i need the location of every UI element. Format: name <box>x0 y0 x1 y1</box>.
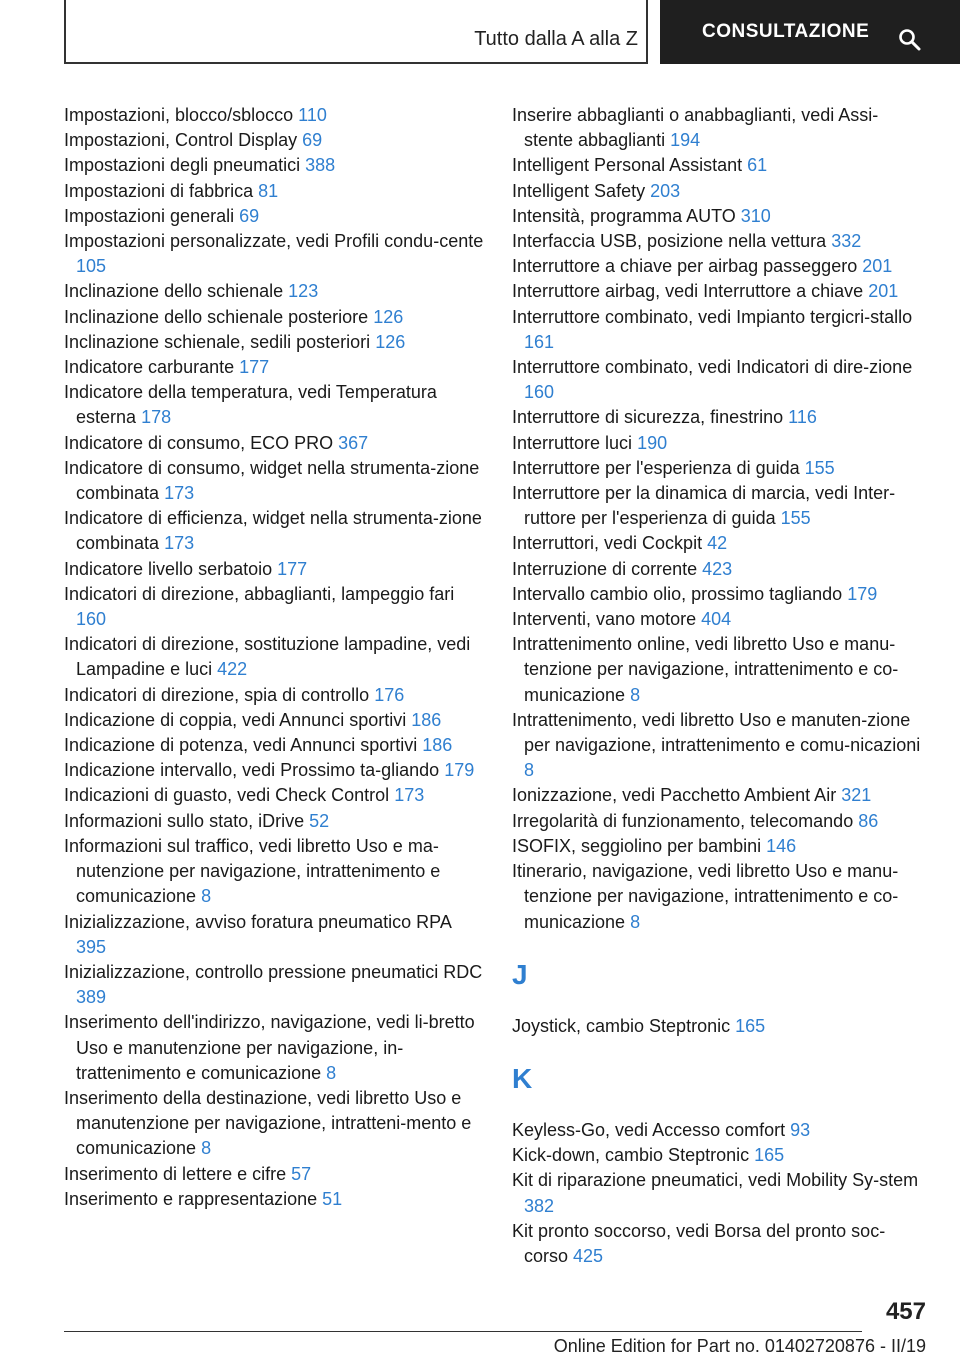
entry-text: Impostazioni, Control Display <box>64 130 298 151</box>
index-entry <box>512 557 924 582</box>
entry-text: Informazioni sul traffico, vedi libretto Uso e ma-nutenzione per navigazione, intrattenimento e comunicazione <box>64 835 441 907</box>
entry-text: Indicazioni di guasto, vedi Check Control <box>64 785 390 806</box>
index-entry <box>512 153 924 178</box>
index-entry <box>512 632 924 708</box>
page-reference-link[interactable]: 86 <box>858 810 879 831</box>
page-reference-link[interactable]: 146 <box>766 835 797 856</box>
index-entry <box>512 179 924 204</box>
index-entry <box>512 103 924 153</box>
index-entry <box>512 405 924 430</box>
index-column-right <box>512 103 924 1269</box>
index-entry <box>64 380 484 430</box>
page-reference-link[interactable]: 310 <box>740 205 771 226</box>
page-reference-link[interactable]: 93 <box>790 1119 811 1140</box>
entry-text: Interruttore airbag, vedi Interruttore a chiave <box>512 281 864 302</box>
page-reference-link[interactable]: 52 <box>309 810 330 831</box>
page-reference-link[interactable]: 332 <box>831 231 862 252</box>
page-reference-link[interactable]: 190 <box>637 432 668 453</box>
entry-text: Kit di riparazione pneumatici, vedi Mobility Sy-stem <box>512 1170 919 1191</box>
page-reference-link[interactable]: 8 <box>630 911 641 932</box>
footer-edition: Online Edition for Part no. 01402720876 - II/19 <box>553 1336 926 1356</box>
page-reference-link[interactable]: 8 <box>201 1138 212 1159</box>
index-entry <box>64 355 484 380</box>
page-reference-link[interactable]: 61 <box>747 155 768 176</box>
index-entry <box>512 456 924 481</box>
entry-text: Indicatore della temperatura, vedi Temperatura esterna <box>64 382 437 428</box>
page-reference-link[interactable]: 186 <box>422 735 453 756</box>
page-reference-link[interactable]: 173 <box>164 533 195 554</box>
section-letter: J <box>512 958 528 990</box>
entry-text: Inizializzazione, controllo pressione pneumatici RDC <box>64 961 483 982</box>
index-entry <box>64 960 484 1010</box>
entry-text: Keyless-Go, vedi Accesso comfort <box>512 1119 786 1140</box>
entry-text: Inserire abbaglianti o anabbaglianti, vedi Assi-stente abbaglianti <box>512 105 879 151</box>
page-reference-link[interactable]: 69 <box>239 205 260 226</box>
page-reference-link[interactable]: 201 <box>868 281 899 302</box>
index-entry <box>64 179 484 204</box>
page-reference-link[interactable]: 51 <box>322 1188 343 1209</box>
entry-text: Indicatori di direzione, abbaglianti, lampeggio fari <box>64 583 455 604</box>
entry-text: Interruttore per l'esperienza di guida <box>512 457 800 478</box>
entry-text: Inserimento e rappresentazione <box>64 1188 318 1209</box>
page-reference-link[interactable]: 389 <box>76 987 107 1008</box>
page-reference-link[interactable]: 179 <box>444 760 475 781</box>
page-reference-link[interactable]: 203 <box>650 180 681 201</box>
index-entry <box>512 431 924 456</box>
page-reference-link[interactable]: 160 <box>76 609 107 630</box>
index-entry <box>64 431 484 456</box>
entry-text: Interruttore combinato, vedi Impianto tergicri-stallo <box>512 306 913 327</box>
page-reference-link[interactable]: 116 <box>788 407 817 428</box>
index-entry <box>64 1187 484 1212</box>
page-reference-link[interactable]: 382 <box>524 1195 555 1216</box>
index-entry <box>512 1219 924 1269</box>
index-entry <box>64 204 484 229</box>
entry-text: Inserimento della destinazione, vedi libretto Uso e manutenzione per navigazione, intratteni-mento e comunicazione <box>64 1087 472 1159</box>
entry-text: Indicazione di coppia, vedi Annunci sportivi <box>64 709 407 730</box>
entry-text: Interfaccia USB, posizione nella vettura <box>512 231 827 252</box>
page-reference-link[interactable]: 105 <box>76 256 107 277</box>
entry-text: Informazioni sullo stato, iDrive <box>64 810 305 831</box>
index-entry <box>512 481 924 531</box>
entry-text: Kick-down, cambio Steptronic <box>512 1145 750 1166</box>
index-entry <box>512 1143 924 1168</box>
entry-text: Impostazioni, blocco/sblocco <box>64 105 294 125</box>
page-reference-link[interactable]: 173 <box>164 483 195 504</box>
index-entry <box>64 128 484 153</box>
page-reference-link[interactable]: 165 <box>735 1015 766 1036</box>
page-reference-link[interactable]: 155 <box>804 457 835 478</box>
entry-text: Joystick, cambio Steptronic <box>512 1015 731 1036</box>
entry-text: Indicatori di direzione, spia di controllo <box>64 684 370 705</box>
entry-text: Ionizzazione, vedi Pacchetto Ambient Air <box>512 785 837 806</box>
page-reference-link[interactable]: 57 <box>291 1163 312 1184</box>
page-reference-link[interactable]: 8 <box>630 684 641 705</box>
entry-text: Intervallo cambio olio, prossimo tagliando <box>512 583 843 604</box>
index-entry <box>512 305 924 355</box>
index-entry <box>512 204 924 229</box>
index-entry <box>64 758 484 783</box>
index-entry <box>64 557 484 582</box>
entry-text: Intrattenimento, vedi libretto Uso e manuten-zione per navigazione, intrattenimento e comu-nicazioni <box>512 709 921 756</box>
index-entry <box>64 506 484 556</box>
entry-text: Intrattenimento online, vedi libretto Uso e manu-tenzione per navigazione, intrattenimento e co-municazione <box>512 634 899 705</box>
page-reference-link[interactable]: 123 <box>288 281 319 302</box>
entry-text: Impostazioni di fabbrica <box>64 180 254 201</box>
page-reference-link[interactable]: 388 <box>305 155 336 176</box>
entry-text: Inserimento di lettere e cifre <box>64 1163 287 1184</box>
entry-text: Indicatore carburante <box>64 357 235 378</box>
page-reference-link[interactable]: 155 <box>780 508 811 529</box>
page-reference-link[interactable]: 110 <box>298 105 327 125</box>
entry-text: Intelligent Safety <box>512 180 646 201</box>
page-reference-link[interactable]: 176 <box>374 684 405 705</box>
page-reference-link[interactable]: 160 <box>524 382 555 403</box>
entry-text: Indicatore di consumo, ECO PRO <box>64 432 334 453</box>
page-reference-link[interactable]: 201 <box>862 256 893 277</box>
page-reference-link[interactable]: 126 <box>373 306 404 327</box>
index-entry <box>512 809 924 834</box>
page-reference-link[interactable]: 423 <box>702 558 733 579</box>
entry-text: Interruttore a chiave per airbag passeggero <box>512 256 858 277</box>
footer-rule <box>64 1331 862 1332</box>
page-reference-link[interactable]: 173 <box>394 785 425 806</box>
index-entry <box>64 229 484 279</box>
page-reference-link[interactable]: 165 <box>754 1145 785 1166</box>
entry-text: Itinerario, navigazione, vedi libretto Uso e manu-tenzione per navigazione, intrattenimento e co-municazione <box>512 861 899 932</box>
entry-text: Interventi, vano motore <box>512 609 697 630</box>
index-entry <box>64 632 484 682</box>
page-reference-link[interactable]: 186 <box>411 709 442 730</box>
index-entry <box>64 834 484 910</box>
index-entry <box>512 531 924 556</box>
entry-text: Interruttore per la dinamica di marcia, vedi Inter-ruttore per l'esperienza di guida <box>512 483 896 529</box>
index-entry <box>512 859 924 935</box>
index-entry <box>512 229 924 254</box>
page-reference-link[interactable]: 161 <box>524 331 555 352</box>
index-entry <box>64 1010 484 1086</box>
index-entry <box>512 607 924 632</box>
page-reference-link[interactable]: 367 <box>338 432 369 453</box>
consultazione-tab[interactable] <box>660 0 960 64</box>
index-entry <box>64 582 484 632</box>
index-entry <box>64 305 484 330</box>
section-title: Tutto dalla A alla Z <box>474 28 638 50</box>
index-entry <box>512 254 924 279</box>
entry-text: Inclinazione schienale, sedili posteriori <box>64 331 371 352</box>
entry-text: Interruzione di corrente <box>512 558 698 579</box>
index-entry <box>64 910 484 960</box>
entry-text: Kit pronto soccorso, vedi Borsa del pronto soc-corso <box>512 1220 886 1266</box>
index-entry <box>512 1014 924 1039</box>
page-reference-link[interactable]: 8 <box>524 760 535 781</box>
entry-text: Impostazioni degli pneumatici <box>64 155 301 176</box>
index-entry <box>512 1118 924 1143</box>
page-reference-link[interactable]: 404 <box>701 609 732 630</box>
index-column-left <box>64 103 484 1212</box>
page-reference-link[interactable]: 321 <box>841 785 872 806</box>
index-entry <box>512 708 924 784</box>
entry-text: Impostazioni personalizzate, vedi Profili condu-cente <box>64 231 484 252</box>
entry-text: Intelligent Personal Assistant <box>512 155 743 176</box>
entry-text: Indicatore di consumo, widget nella strumenta-zione combinata <box>64 457 480 504</box>
page-reference-link[interactable]: 178 <box>141 407 172 428</box>
entry-text: Inserimento dell'indirizzo, navigazione, vedi li-bretto Uso e manutenzione per navigazione, in-trattenimento e comunicazione <box>64 1012 475 1083</box>
entry-text: Intensità, programma AUTO <box>512 205 736 226</box>
page-reference-link[interactable]: 69 <box>302 130 323 151</box>
index-entry <box>64 1086 484 1162</box>
entry-text: Inclinazione dello schienale <box>64 281 284 302</box>
page-reference-link[interactable]: 8 <box>201 886 212 907</box>
page-reference-link[interactable]: 126 <box>375 331 406 352</box>
entry-text: ISOFIX, seggiolino per bambini <box>512 835 762 856</box>
page-reference-link[interactable]: 177 <box>239 357 270 378</box>
entry-text: Irregolarità di funzionamento, telecomando <box>512 810 854 831</box>
page-reference-link[interactable]: 395 <box>76 936 107 957</box>
index-entry <box>64 330 484 355</box>
page-number: 457 <box>885 1298 926 1325</box>
entry-text: Inizializzazione, avviso foratura pneumatico RPA <box>64 911 451 932</box>
page-reference-link[interactable]: 42 <box>707 533 728 554</box>
search-icon <box>898 28 922 52</box>
entry-text: Impostazioni generali <box>64 205 235 226</box>
index-entry <box>512 279 924 304</box>
page-reference-link[interactable]: 179 <box>847 583 878 604</box>
index-entry <box>512 834 924 859</box>
index-entry <box>64 103 484 128</box>
entry-text: Indicatore livello serbatoio <box>64 558 273 579</box>
entry-text: Interruttori, vedi Cockpit <box>512 533 703 554</box>
page-reference-link[interactable]: 8 <box>326 1062 337 1083</box>
index-entry <box>512 355 924 405</box>
page-reference-link[interactable]: 81 <box>258 180 279 201</box>
entry-text: Interruttore luci <box>512 432 633 453</box>
index-entry <box>64 733 484 758</box>
entry-text: Interruttore combinato, vedi Indicatori di dire-zione <box>512 357 913 378</box>
index-entry <box>64 456 484 506</box>
index-entry <box>64 153 484 178</box>
page-reference-link[interactable]: 425 <box>573 1245 604 1266</box>
entry-text: Interruttore di sicurezza, finestrino <box>512 407 784 428</box>
entry-text: Indicatori di direzione, sostituzione lampadine, vedi Lampadine e luci <box>64 634 471 680</box>
index-entry <box>64 279 484 304</box>
index-entry <box>512 1168 924 1218</box>
tab-label: CONSULTAZIONE <box>702 21 870 42</box>
entry-text: Indicazione di potenza, vedi Annunci sportivi <box>64 735 418 756</box>
index-entry <box>64 683 484 708</box>
page-reference-link[interactable]: 422 <box>217 659 248 680</box>
section-letter: K <box>512 1062 533 1094</box>
index-entry <box>512 783 924 808</box>
index-entry <box>64 708 484 733</box>
index-entry <box>512 582 924 607</box>
entry-text: Indicatore di efficienza, widget nella strumenta-zione combinata <box>64 508 482 554</box>
entry-text: Indicazione intervallo, vedi Prossimo ta-gliando <box>64 760 440 781</box>
page-reference-link[interactable]: 194 <box>670 130 701 151</box>
entry-text: Inclinazione dello schienale posteriore <box>64 306 369 327</box>
index-entry <box>64 783 484 808</box>
index-entry <box>64 809 484 834</box>
index-entry <box>64 1162 484 1187</box>
page-reference-link[interactable]: 177 <box>277 558 308 579</box>
